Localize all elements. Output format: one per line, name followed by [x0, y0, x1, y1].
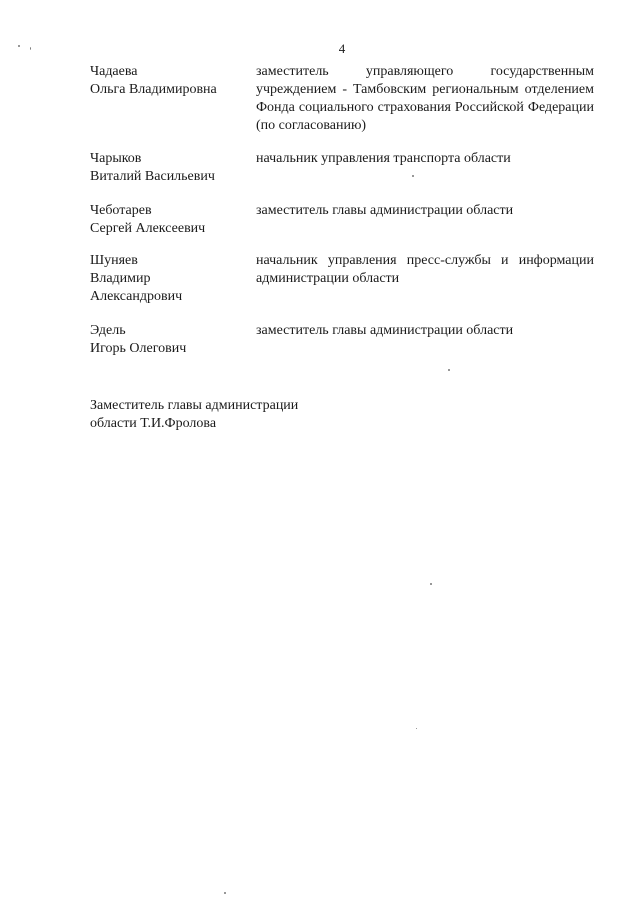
member-name — [90, 202, 250, 238]
scan-speck — [18, 45, 20, 47]
signature-title: Заместитель главы администрации — [90, 398, 299, 413]
member-name — [90, 63, 250, 99]
member-surname: Эдель — [90, 323, 126, 338]
member-patronymic: Александрович — [90, 289, 183, 304]
member-entry-charykov — [90, 150, 595, 186]
member-entry-chadaeva — [90, 63, 595, 135]
scan-speck — [448, 369, 450, 371]
member-role: начальник управления транспорта области — [256, 151, 511, 166]
signature-block — [90, 397, 390, 433]
member-entry-edel — [90, 322, 595, 358]
scan-speck — [412, 175, 414, 177]
member-surname: Шуняев — [90, 253, 138, 268]
member-surname: Чадаева — [90, 64, 138, 79]
member-given-name: Владимир — [90, 271, 151, 286]
member-entry-shunyaev — [90, 252, 595, 306]
member-given-names: Виталий Васильевич — [90, 169, 215, 184]
member-name — [90, 322, 250, 358]
member-name — [90, 150, 250, 186]
member-entry-chebotarev — [90, 202, 595, 238]
member-role: заместитель главы администрации области — [256, 323, 514, 338]
member-given-names: Ольга Владимировна — [90, 82, 217, 97]
signature-name: области Т.И.Фролова — [90, 416, 217, 431]
member-given-names: Сергей Алексеевич — [90, 221, 206, 236]
member-given-names: Игорь Олегович — [90, 341, 187, 356]
member-role: начальник управления пресс-службы и информации администрации области — [256, 253, 594, 286]
scan-speck — [224, 892, 226, 894]
member-role: заместитель управляющего государственным учреждением - Тамбовским региональным отделением Фонда социального страхования Российской Федерации (по согласованию) — [256, 64, 594, 133]
member-role: заместитель главы администрации области — [256, 203, 514, 218]
member-name — [90, 252, 250, 306]
member-surname: Чеботарев — [90, 203, 152, 218]
scan-speck — [30, 47, 31, 50]
member-surname: Чарыков — [90, 151, 142, 166]
page-number: 4 — [338, 41, 346, 56]
scan-speck — [430, 583, 432, 585]
scan-speck — [416, 728, 417, 729]
